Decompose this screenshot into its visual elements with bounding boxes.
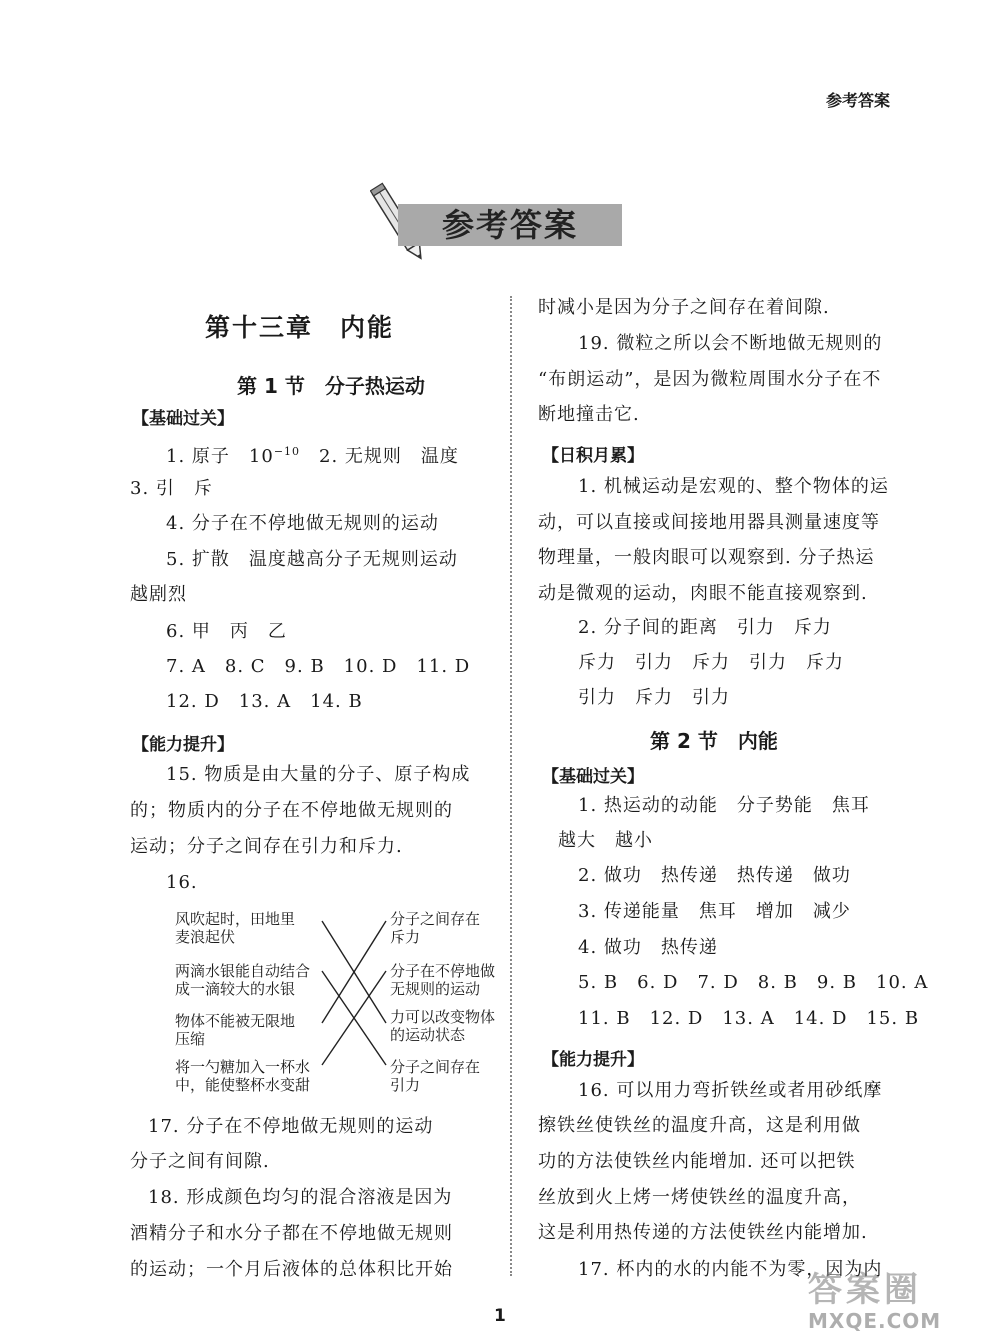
section1-basic-header: 【基础过关】 bbox=[132, 409, 234, 429]
answer-line: 16. 可以用力弯折铁丝或者用砂纸摩 bbox=[578, 1080, 883, 1101]
running-header: 参考答案 bbox=[825, 91, 890, 110]
answer-line: 5. 扩散 温度越高分子无规则运动 bbox=[166, 549, 458, 570]
column-divider bbox=[510, 296, 512, 1276]
daily-header: 【日积月累】 bbox=[542, 446, 644, 466]
section2-basic-header: 【基础过关】 bbox=[542, 767, 644, 787]
answer-key-banner: 参考答案 bbox=[398, 204, 622, 246]
answer-line: 的；物质内的分子在不停地做无规则的 bbox=[130, 800, 453, 821]
match-left-3: 物体不能被无限地 压缩 bbox=[175, 1012, 296, 1048]
chapter-title: 第十三章 内能 bbox=[205, 313, 395, 342]
answer-line: 15. 物质是由大量的分子、原子构成 bbox=[166, 764, 471, 785]
match-left-1: 风吹起时，田地里 麦浪起伏 bbox=[175, 910, 296, 946]
answer-line: 18. 形成颜色均匀的混合溶液是因为 bbox=[148, 1187, 453, 1208]
answer-line: 动，可以直接或间接地用器具测量速度等 bbox=[538, 512, 880, 533]
section2-title: 第 2 节 内能 bbox=[650, 729, 778, 753]
answer-line: 这是利用热传递的方法使铁丝内能增加. bbox=[538, 1222, 868, 1243]
answer-line: “布朗运动”，是因为微粒周围水分子在不 bbox=[538, 369, 882, 390]
answer-line: 17. 杯内的水的内能不为零，因为内 bbox=[578, 1259, 883, 1280]
answer-line: 16. bbox=[166, 872, 198, 893]
answer-line: 4. 分子在不停地做无规则的运动 bbox=[166, 513, 439, 534]
match-right-2: 分子在不停地做 无规则的运动 bbox=[390, 962, 496, 998]
answer-line: 酒精分子和水分子都在不停地做无规则 bbox=[130, 1223, 453, 1244]
page-number: 1 bbox=[494, 1306, 506, 1326]
match-right-3: 力可以改变物体 的运动状态 bbox=[390, 1008, 496, 1044]
answer-line: 断地撞击它. bbox=[538, 404, 640, 425]
answer-line: 功的方法使铁丝内能增加. 还可以把铁 bbox=[538, 1151, 856, 1172]
answer-line: 的运动；一个月后液体的总体积比开始 bbox=[130, 1259, 453, 1280]
answer-line: 2. 做功 热传递 热传递 做功 bbox=[578, 865, 851, 886]
matching-lines bbox=[320, 905, 390, 1085]
answer-line: 1. 机械运动是宏观的、整个物体的运 bbox=[578, 476, 889, 497]
match-right-1: 分子之间存在 斥力 bbox=[390, 910, 481, 946]
section1-title: 第 1 节 分子热运动 bbox=[237, 374, 425, 398]
answer-line: 时减小是因为分子之间存在着间隙. bbox=[538, 297, 830, 318]
answer-line: 引力 斥力 引力 bbox=[578, 687, 730, 708]
answer-line: 丝放到火上烤一烤使铁丝的温度升高， bbox=[538, 1187, 861, 1208]
answer-line: 3. 引 斥 bbox=[130, 478, 213, 499]
answer-line: 物理量，一般肉眼可以观察到. 分子热运 bbox=[538, 547, 875, 568]
answer-line: 4. 做功 热传递 bbox=[578, 937, 718, 958]
answer-line: 越剧烈 bbox=[130, 584, 187, 605]
section1-ability-header: 【能力提升】 bbox=[132, 735, 234, 755]
answer-line: 11. B 12. D 13. A 14. D 15. B bbox=[578, 1008, 920, 1029]
answer-line: 斥力 引力 斥力 引力 斥力 bbox=[578, 652, 844, 673]
answer-line: 3. 传递能量 焦耳 增加 减少 bbox=[578, 901, 851, 922]
answer-line: 1. 原子 $10^{-10}$ 2. 无规则 温度 bbox=[166, 445, 459, 467]
section2-ability-header: 【能力提升】 bbox=[542, 1050, 644, 1070]
answer-line: 7. A 8. C 9. B 10. D 11. D bbox=[166, 656, 471, 677]
answer-line: 动是微观的运动，肉眼不能直接观察到. bbox=[538, 583, 868, 604]
answer-line: 擦铁丝使铁丝的温度升高，这是利用做 bbox=[538, 1115, 861, 1136]
answer-line: 运动；分子之间存在引力和斥力. bbox=[130, 836, 403, 857]
answer-line: 2. 分子间的距离 引力 斥力 bbox=[578, 617, 832, 638]
answer-line: 5. B 6. D 7. D 8. B 9. B 10. A bbox=[578, 972, 929, 993]
match-left-4: 将一勺糖加入一杯水 中，能使整杯水变甜 bbox=[175, 1058, 311, 1094]
answer-line: 1. 热运动的动能 分子势能 焦耳 bbox=[578, 795, 870, 816]
site-watermark-logo: 答案圈 MXQE.COM bbox=[808, 1270, 942, 1333]
answer-line: 分子之间有间隙. bbox=[130, 1151, 270, 1172]
match-right-4: 分子之间存在 引力 bbox=[390, 1058, 481, 1094]
answer-line: 17. 分子在不停地做无规则的运动 bbox=[148, 1116, 434, 1137]
answer-line: 12. D 13. A 14. B bbox=[166, 691, 363, 712]
match-left-2: 两滴水银能自动结合 成一滴较大的水银 bbox=[175, 962, 311, 998]
answer-line: 越大 越小 bbox=[558, 830, 653, 851]
answer-line: 19. 微粒之所以会不断地做无规则的 bbox=[578, 333, 883, 354]
answer-line: 6. 甲 丙 乙 bbox=[166, 621, 287, 642]
